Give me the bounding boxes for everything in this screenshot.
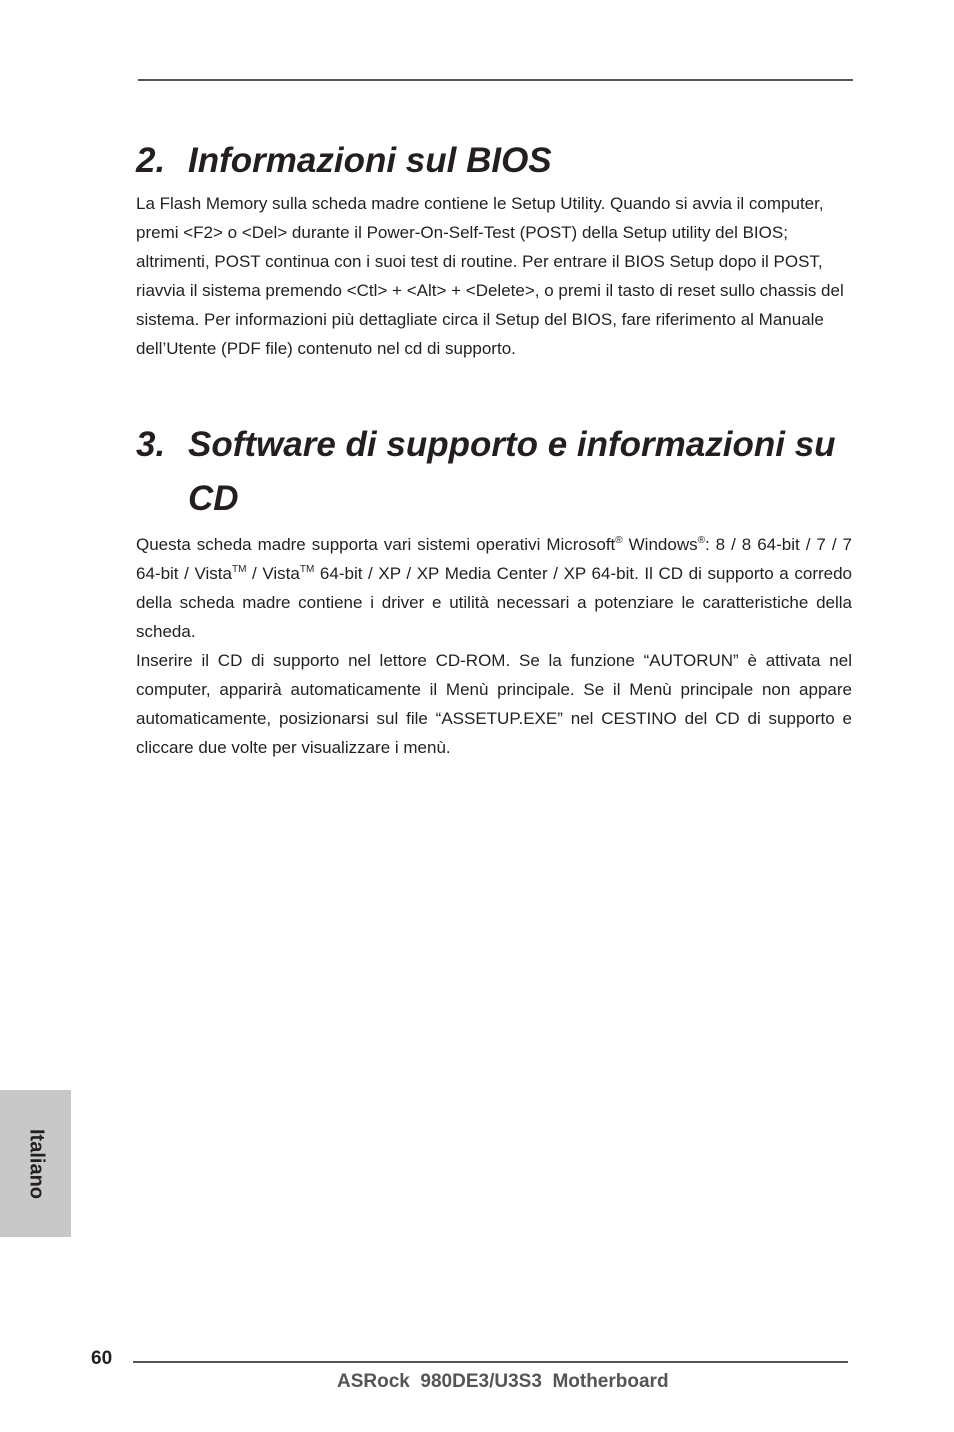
text-segment: : 8 / 8 64-bit / 7 / 7 64-bit / Vista	[136, 535, 852, 583]
section-number: 3.	[136, 425, 166, 464]
bottom-divider	[133, 1361, 848, 1363]
section-bios-info	[136, 134, 852, 363]
os-support-paragraph	[136, 530, 852, 646]
text-segment: Windows	[622, 535, 698, 554]
page-number: 60	[91, 1348, 113, 1369]
autorun-paragraph: Inserire il CD di supporto nel lettore CD-ROM. Se la funzione “AUTORUN” è attivata nel computer, apparirà automaticamente il Menù principale. Se il Menù principale non appare automaticamente, posizionarsi sul file “ASSETUP.EXE” nel CESTINO del CD di supporto e cliccare due volte per visualizzare i menù.	[136, 651, 852, 757]
trademark-mark: TM	[231, 564, 247, 575]
text-segment: 64-bit / XP / XP Media Center / XP 64-bit. Il CD di supporto a corredo della scheda madre contiene i driver e utilità necessari a potenziare le caratteristiche della scheda.	[136, 564, 853, 641]
text-segment: Questa scheda madre supporta vari sistemi operativi Microsoft	[136, 535, 616, 554]
registered-mark: ®	[615, 535, 623, 546]
section-heading	[136, 134, 852, 188]
section-title: Informazioni sul BIOS	[188, 141, 552, 180]
text-segment: / Vista	[246, 564, 300, 583]
registered-mark: ®	[697, 535, 705, 546]
top-divider	[138, 79, 853, 81]
language-tab-label: Italiano	[25, 1128, 47, 1199]
section-title: Software di supporto e informazioni su CD	[188, 425, 836, 518]
section-heading	[136, 418, 852, 526]
language-tab	[0, 1090, 71, 1237]
section-support-cd	[136, 418, 852, 762]
trademark-mark: TM	[299, 564, 315, 575]
bios-paragraph: La Flash Memory sulla scheda madre contiene le Setup Utility. Quando si avvia il computer, premi <F2> o <Del> durante il Power-On-Self-Test (POST) della Setup utility del BIOS; altrimenti, POST continua con i suoi test di routine. Per entrare il BIOS Setup dopo il POST, riavvia il sistema premendo <Ctl> + <Alt> + <Delete>, o premi il tasto di reset sullo chassis del sistema. Per informazioni più dettagliate circa il Setup del BIOS, fare riferimento al Manuale dell’Utente (PDF file) contenuto nel cd di supporto.	[136, 194, 844, 358]
footer-title: ASRock 980DE3/U3S3 Motherboard	[337, 1371, 669, 1392]
section-number: 2.	[136, 141, 166, 180]
